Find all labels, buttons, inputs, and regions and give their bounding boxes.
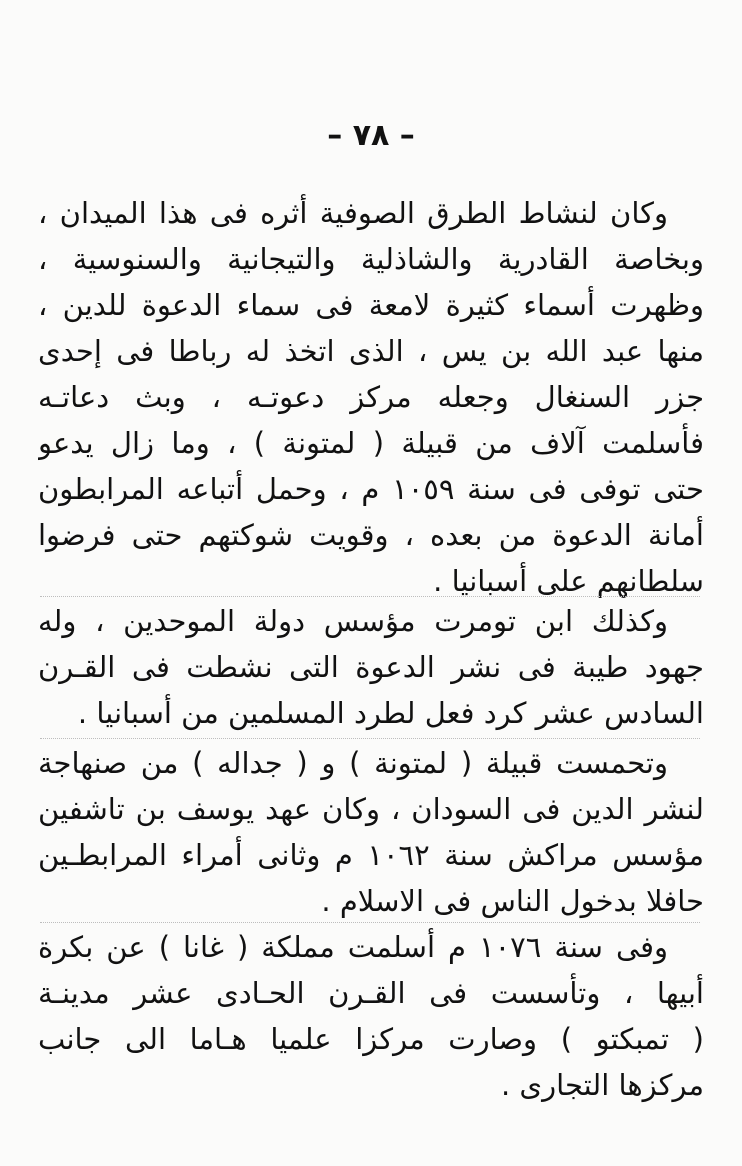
text-line: أمانة الدعوة من بعده ، وقويت شوكتهم حتى فرضوا	[38, 518, 704, 552]
text-line: فأسلمت آلاف من قبيلة ( لمتونة ) ، وما زال يدعو	[38, 426, 704, 460]
text-line: منها عبد الله بن يس ، الذى اتخذ له رباطا فى إحدى	[38, 334, 704, 368]
text-line: وكان لنشاط الطرق الصوفية أثره فى هذا الميدان ،	[38, 196, 668, 230]
paragraph-2	[38, 598, 704, 736]
text-line: سلطانهم على أسبانيا .	[433, 564, 704, 598]
text-line: وظهرت أسماء كثيرة لامعة فى سماء الدعوة للدين ،	[38, 288, 704, 322]
text-line: وكذلك ابن تومرت مؤسس دولة الموحدين ، وله	[38, 604, 668, 638]
paragraph-4	[38, 924, 704, 1108]
text-line: ( تمبكتو ) وصارت مركزا علميا هـاما الى جانب	[38, 1022, 704, 1056]
text-line: جهود طيبة فى نشر الدعوة التى نشطت فى القـرن	[38, 650, 704, 684]
paragraph-3	[38, 740, 704, 924]
paragraph-1	[38, 190, 704, 604]
text-line: أبيها ، وتأسست فى القـرن الحـادى عشر مدينـة	[38, 976, 704, 1010]
text-line: لنشر الدين فى السودان ، وكان عهد يوسف بن تاشفين	[38, 792, 704, 826]
text-line: مؤسس مراكش سنة ١٠٦٢ م وثانى أمراء المرابطـين	[38, 838, 704, 872]
text-line: حتى توفى فى سنة ١٠٥٩ م ، وحمل أتباعه المرابطون	[38, 472, 704, 506]
text-line: مركزها التجارى .	[500, 1068, 704, 1102]
text-line: السادس عشر كرد فعل لطرد المسلمين من أسبانيا .	[77, 696, 704, 730]
text-line: وتحمست قبيلة ( لمتونة ) و ( جداله ) من صنهاجة	[38, 746, 668, 780]
text-line: وبخاصة القادرية والشاذلية والتيجانية والسنوسية ،	[38, 242, 704, 276]
text-line: حافلا بدخول الناس فى الاسلام .	[321, 884, 704, 918]
page-number: – ٧٨ –	[327, 118, 415, 153]
text-line: جزر السنغال وجعله مركز دعوتـه ، وبث دعاتـه	[38, 380, 704, 414]
text-line: وفى سنة ١٠٧٦ م أسلمت مملكة ( غانا ) عن بكرة	[38, 930, 668, 964]
